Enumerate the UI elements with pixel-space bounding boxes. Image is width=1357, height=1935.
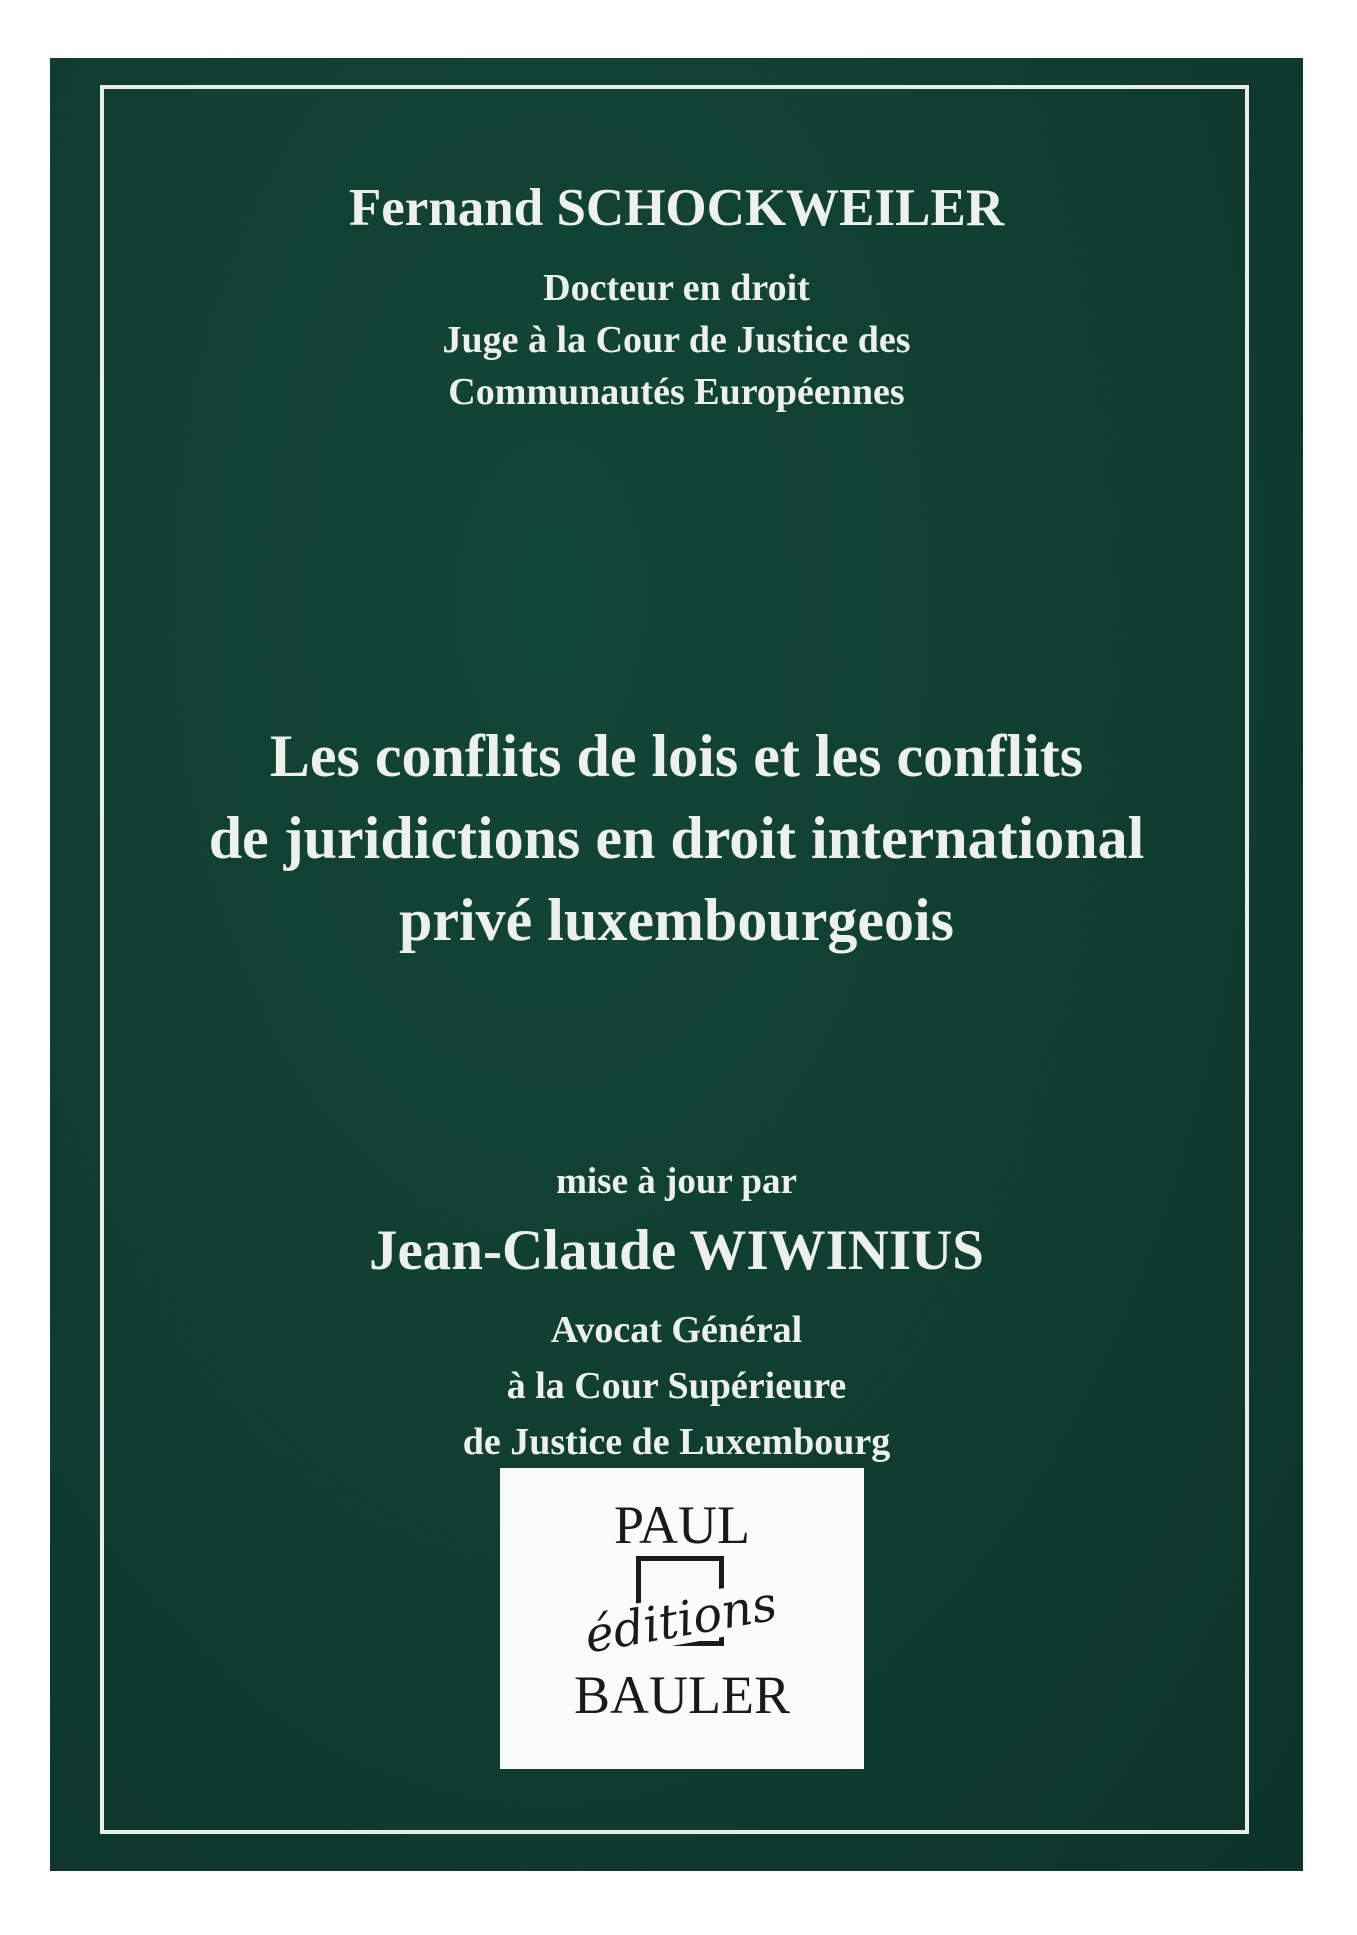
book-title-line: privé luxembourgeois (399, 887, 954, 953)
publisher-logo (500, 1468, 864, 1769)
author-name: Fernand SCHOCKWEILER (348, 179, 1005, 237)
updater-credentials (50, 1302, 1303, 1470)
book-title-line: Les conflits de lois et les conflits (269, 723, 1084, 789)
updater-name: Jean-Claude WIWINIUS (369, 1219, 984, 1282)
logo-bauler-text: BAULER (574, 1665, 790, 1725)
author-credential-line: Communautés Européennes (448, 371, 905, 413)
updater-credential-line: à la Cour Supérieure (506, 1365, 847, 1407)
book-title-line: de juridictions en droit international (208, 805, 1145, 871)
updater-credential-line: Avocat Général (550, 1309, 803, 1351)
logo-paul-text: PAUL (613, 1495, 751, 1555)
author-credentials (50, 262, 1303, 418)
logo-editions-text: éditions (577, 1579, 784, 1661)
updater-credential-line: de Justice de Luxembourg (462, 1421, 891, 1463)
author-credential-line: Juge à la Cour de Justice des (442, 319, 911, 361)
update-label: mise à jour par (556, 1161, 797, 1202)
book-title (50, 715, 1303, 961)
author-credential-line: Docteur en droit (543, 267, 810, 309)
book-cover (50, 58, 1303, 1871)
